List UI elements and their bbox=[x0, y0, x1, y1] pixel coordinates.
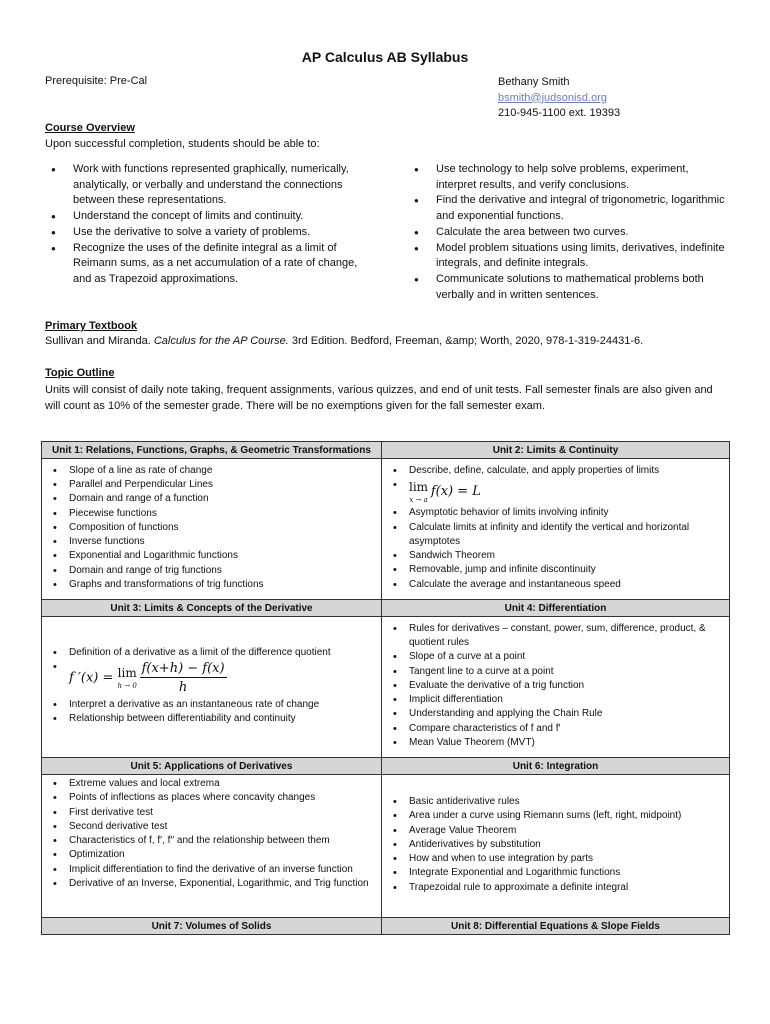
unit-3-topics bbox=[46, 646, 377, 726]
topic-item: • Inverse functions bbox=[46, 535, 377, 549]
topic-item: • Characteristics of f, f′, f′′ and the relationship between them bbox=[46, 834, 377, 848]
units-header-row bbox=[42, 918, 730, 935]
topic-item: • Calculate limits at infinity and identify the vertical and horizontal asymptotes bbox=[386, 521, 725, 550]
textbook-authors: Sullivan and Miranda. bbox=[45, 335, 154, 347]
unit-8-title: Unit 8: Differential Equations & Slope Fields bbox=[382, 918, 730, 935]
goal-item: ● Use technology to help solve problems, experiment, interpret results, and verify conclusions. bbox=[408, 162, 726, 193]
topic-item: • Slope of a line as rate of change bbox=[46, 464, 377, 478]
unit-5-title: Unit 5: Applications of Derivatives bbox=[42, 758, 382, 775]
topic-item: • Composition of functions bbox=[46, 521, 377, 535]
derivative-formula bbox=[46, 660, 377, 698]
topic-item: • Domain and range of trig functions bbox=[46, 564, 377, 578]
goals-list-left bbox=[45, 162, 375, 288]
topic-item: • Calculate the average and instantaneous speed bbox=[386, 578, 725, 592]
textbook-citation bbox=[45, 335, 643, 347]
goal-item: ● Use the derivative to solve a variety of problems. bbox=[45, 225, 375, 241]
units-header-row bbox=[42, 442, 730, 459]
unit-1-content bbox=[42, 459, 382, 600]
limit-operator bbox=[409, 481, 428, 504]
topic-item: • Derivative of an Inverse, Exponential, Logarithmic, and Trig function bbox=[46, 877, 377, 891]
unit-6-title: Unit 6: Integration bbox=[382, 758, 730, 775]
topic-item: • Describe, define, calculate, and apply properties of limits bbox=[386, 464, 725, 478]
unit-1-title: Unit 1: Relations, Functions, Graphs, & Geometric Transformations bbox=[42, 442, 382, 459]
teacher-name: Bethany Smith bbox=[498, 76, 570, 88]
lim-subscript: h → 0 bbox=[117, 682, 137, 691]
topic-outline-text: Units will consist of daily note taking, frequent assignments, various quizzes, and end of unit tests. Fall semester finals are also given and will count as 10% of the semester grade. There will be no exemptions given for the fall semester exam. bbox=[45, 384, 713, 412]
topic-item: • Tangent line to a curve at a point bbox=[386, 665, 725, 679]
topic-item: • Integrate Exponential and Logarithmic functions bbox=[386, 866, 725, 880]
topic-item: • Definition of a derivative as a limit of the difference quotient bbox=[46, 646, 377, 660]
goals-list-right bbox=[408, 162, 726, 303]
primary-textbook-heading: Primary Textbook bbox=[45, 320, 138, 332]
topic-item: • Removable, jump and infinite discontinuity bbox=[386, 563, 725, 577]
topic-item: • Slope of a curve at a point bbox=[386, 650, 725, 664]
topic-item: • Average Value Theorem bbox=[386, 824, 725, 838]
topic-item: • Piecewise functions bbox=[46, 507, 377, 521]
units-header-row bbox=[42, 758, 730, 775]
goal-item: ● Work with functions represented graphically, numerically, analytically, or verbally and understand the connections between these representations. bbox=[45, 162, 375, 209]
topic-item: • Domain and range of a function bbox=[46, 492, 377, 506]
topic-item: • Sandwich Theorem bbox=[386, 549, 725, 563]
goal-item: ● Find the derivative and integral of trigonometric, logarithmic and exponential functions. bbox=[408, 193, 726, 224]
unit-2-title: Unit 2: Limits & Continuity bbox=[382, 442, 730, 459]
lim-subscript: x → a bbox=[409, 496, 428, 505]
goal-item: ● Calculate the area between two curves. bbox=[408, 225, 726, 241]
topic-item: • Antiderivatives by substitution bbox=[386, 838, 725, 852]
unit-2-content bbox=[382, 459, 730, 600]
textbook-details: 3rd Edition. Bedford, Freeman, &amp; Worth, 2020, 978-1-319-24431-6. bbox=[288, 335, 644, 347]
unit-1-topics bbox=[46, 464, 377, 593]
unit-6-content bbox=[382, 775, 730, 918]
topic-item: • First derivative test bbox=[46, 806, 377, 820]
unit-4-title: Unit 4: Differentiation bbox=[382, 600, 730, 617]
topic-item: • Relationship between differentiability and continuity bbox=[46, 712, 377, 726]
unit-4-content bbox=[382, 617, 730, 758]
topic-item: • Points of inflections as places where concavity changes bbox=[46, 791, 377, 805]
units-header-row bbox=[42, 600, 730, 617]
limit-formula bbox=[386, 478, 725, 506]
topic-item: • Exponential and Logarithmic functions bbox=[46, 549, 377, 563]
topic-item: • Mean Value Theorem (MVT) bbox=[386, 736, 725, 750]
topic-item: • Implicit differentiation to find the derivative of an inverse function bbox=[46, 863, 377, 877]
topic-item: • Understanding and applying the Chain Rule bbox=[386, 707, 725, 721]
topic-item: • Evaluate the derivative of a trig function bbox=[386, 679, 725, 693]
topic-item: • Graphs and transformations of trig functions bbox=[46, 578, 377, 592]
limit-expression: f(x) = L bbox=[430, 484, 481, 500]
topic-item: • Second derivative test bbox=[46, 820, 377, 834]
topic-item: • Optimization bbox=[46, 848, 377, 862]
unit-4-topics bbox=[386, 622, 725, 751]
topic-item: • Implicit differentiation bbox=[386, 693, 725, 707]
topic-item: • Asymptotic behavior of limits involving infinity bbox=[386, 506, 725, 520]
textbook-title: Calculus for the AP Course. bbox=[153, 335, 289, 347]
derivative-lhs: f ′(x) = bbox=[69, 670, 118, 686]
unit-2-topics bbox=[386, 464, 725, 592]
topic-item: • How and when to use integration by parts bbox=[386, 852, 725, 866]
teacher-phone: 210-945-1100 ext. 19393 bbox=[498, 107, 621, 119]
course-overview-intro: Upon successful completion, students should be able to: bbox=[45, 138, 320, 150]
lim-word: lim bbox=[409, 480, 429, 495]
page-title: AP Calculus AB Syllabus bbox=[301, 49, 469, 65]
unit-3-content bbox=[42, 617, 382, 758]
topic-item: • Area under a curve using Riemann sums (left, right, midpoint) bbox=[386, 809, 725, 823]
topic-item: • Compare characteristics of f and f′ bbox=[386, 722, 725, 736]
units-content-row bbox=[42, 459, 730, 600]
difference-quotient bbox=[140, 662, 227, 696]
unit-6-topics bbox=[386, 795, 725, 895]
topic-item: • Extreme values and local extrema bbox=[46, 777, 377, 791]
topic-item: • Trapezoidal rule to approximate a definite integral bbox=[386, 881, 725, 895]
goal-item: ● Model problem situations using limits, derivatives, indefinite integrals, and definite integrals. bbox=[408, 241, 726, 272]
topic-item: • Rules for derivatives – constant, power, sum, difference, product, & quotient rules bbox=[386, 622, 725, 651]
topic-item: • Parallel and Perpendicular Lines bbox=[46, 478, 377, 492]
teacher-email-link[interactable]: bsmith@judsonisd.org bbox=[498, 91, 607, 104]
goal-item: ● Communicate solutions to mathematical problems both verbally and in written sentences. bbox=[408, 272, 726, 303]
units-content-row bbox=[42, 775, 730, 918]
quotient-numerator: f(x+h) − f(x) bbox=[140, 662, 227, 678]
unit-3-title: Unit 3: Limits & Concepts of the Derivative bbox=[42, 600, 382, 617]
prerequisite-text: Prerequisite: Pre-Cal bbox=[45, 75, 148, 87]
units-content-row bbox=[42, 617, 730, 758]
course-overview-heading: Course Overview bbox=[45, 122, 135, 134]
topic-item: • Interpret a derivative as an instantaneous rate of change bbox=[46, 698, 377, 712]
topic-item: • Basic antiderivative rules bbox=[386, 795, 725, 809]
unit-7-title: Unit 7: Volumes of Solids bbox=[42, 918, 382, 935]
goal-item: ● Recognize the uses of the definite integral as a limit of Reimann sums, as a net accumulation of a rate of change, and as Trapezoid approximations. bbox=[45, 241, 375, 288]
topic-outline-heading: Topic Outline bbox=[45, 367, 115, 379]
goal-item: ● Understand the concept of limits and continuity. bbox=[45, 209, 375, 225]
lim-word: lim bbox=[117, 666, 137, 681]
quotient-denominator: h bbox=[178, 680, 188, 696]
units-table bbox=[41, 441, 730, 935]
limit-operator bbox=[118, 667, 137, 690]
unit-5-content bbox=[42, 775, 382, 918]
teacher-contact bbox=[498, 75, 620, 122]
unit-5-topics bbox=[46, 777, 377, 891]
